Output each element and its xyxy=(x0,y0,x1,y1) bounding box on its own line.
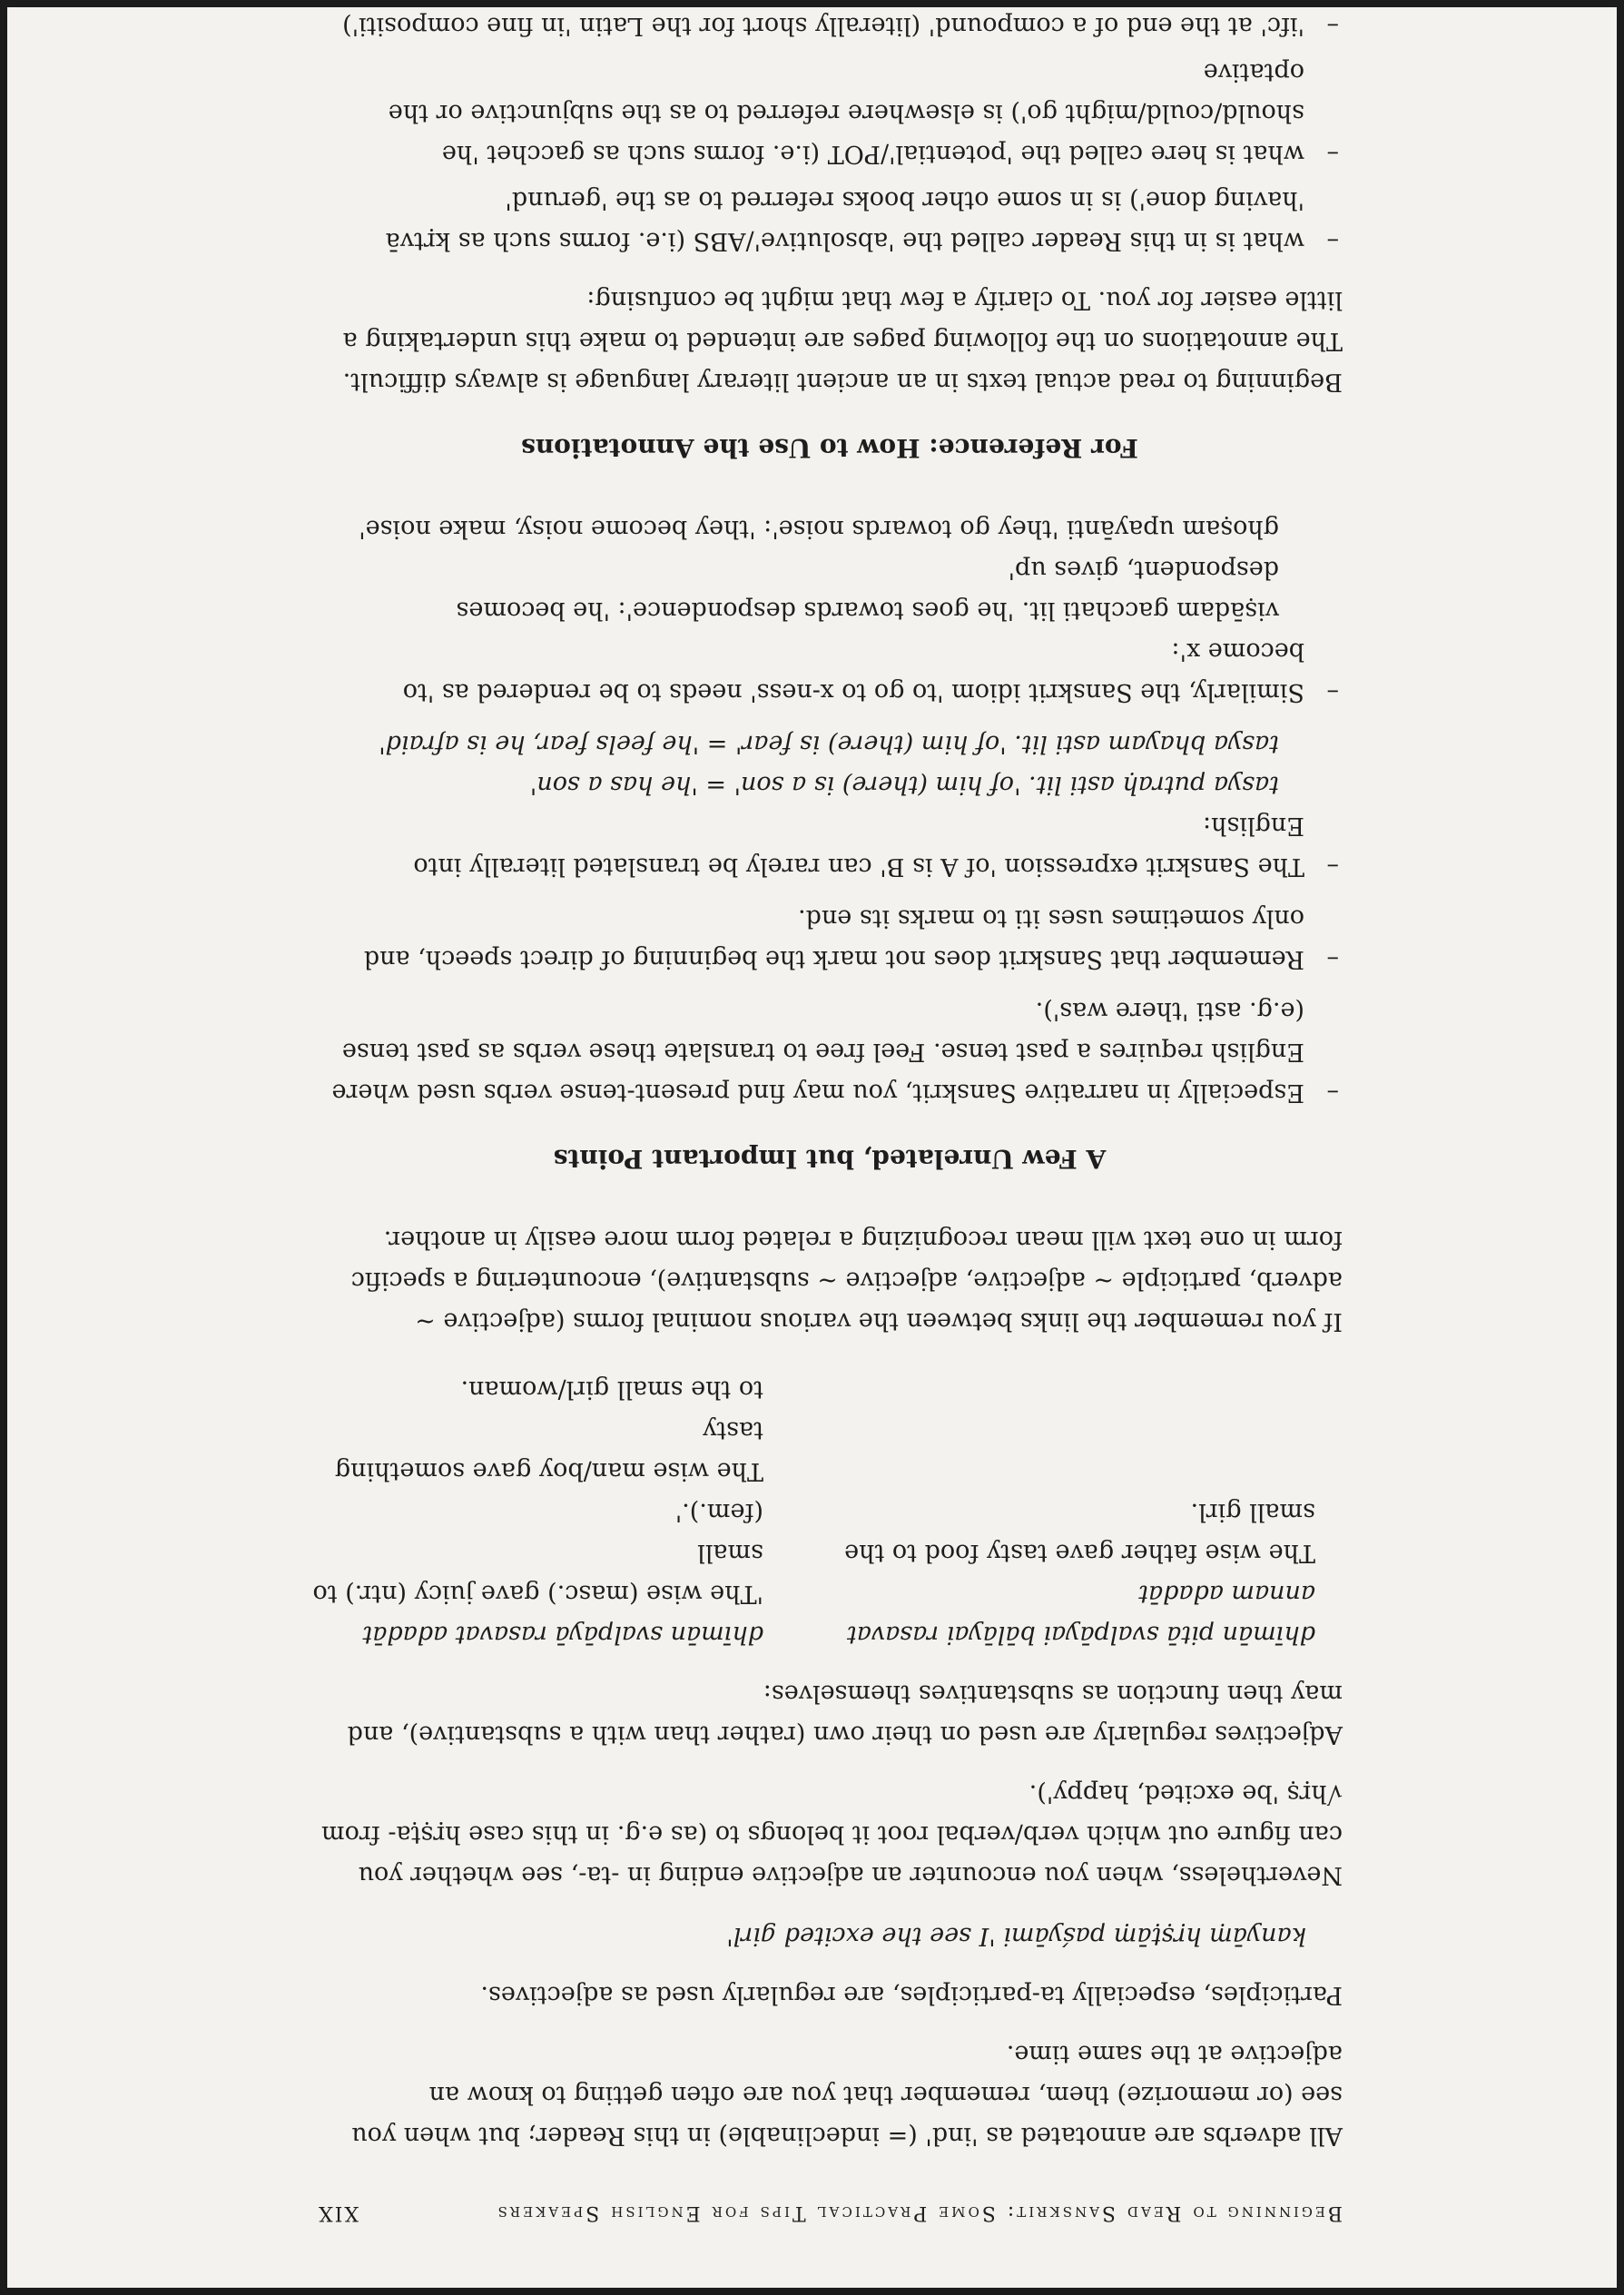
section-heading-unrelated-points: A Few Unrelated, but Important Points xyxy=(553,1144,1107,1174)
reference-paragraph: Beginning to read actual texts in an ancient literary language is always difficult. The annotations on the following pages are intended to make this undertaking a little easier for you. To clarify a few that might be confusing: xyxy=(342,286,1343,396)
ta-ending-paragraph: Nevertheless, when you encounter an adjective ending in -ta-, see whether you can figure out which verb/verbal root it belongs to (as e.g. in this case hṛṣṭa- from √hṛṣ 'be excited, happy'). xyxy=(321,1779,1343,1889)
list-item-example: ghoṣam upayānti 'they go towards noise': 'they become noisy, make noise' xyxy=(359,515,1279,543)
participles-paragraph: Participles, especially ta-participles, are regularly used as adjectives. xyxy=(480,1981,1343,2009)
list-item xyxy=(317,990,1343,1113)
example-right-line: to the small girl/woman. xyxy=(460,1375,763,1404)
annotation-notes-list xyxy=(317,7,1343,261)
list-item-text: what is here called the 'potential'/POT (i.e. forms such as gacchet 'he should/could/might go') is elsewhere referred to as the subjunctive or the optative xyxy=(388,58,1304,168)
example-left-line: small girl. xyxy=(1190,1498,1315,1526)
running-head-title: Beginning to Read Sanskrit: Some Practical Tips for English Speakers xyxy=(495,2201,1343,2224)
list-item-example: viṣādam gacchati lit. 'he goes towards despondence': 'he becomes despondent, gives up' xyxy=(456,556,1279,625)
example-sentences-table xyxy=(312,1369,1315,1655)
list-item-text: Remember that Sanskrit does not mark the beginning of direct speech, and only sometimes uses iti to marks its end. xyxy=(363,904,1304,973)
example-left-line: The wise father gave tasty food to the xyxy=(844,1539,1315,1567)
list-item xyxy=(317,508,1343,713)
list-item-text: – The Sanskrit expression 'of A is B' can rarely be translated literally into English: xyxy=(413,812,1304,881)
list-item-example: tasya bhayam asti lit. 'of him (there) is fear' = 'he feels fear, he is afraid' xyxy=(379,730,1279,758)
example-left-line: annam adadāt xyxy=(1138,1580,1315,1608)
example-right-column xyxy=(291,1369,763,1655)
list-item xyxy=(317,180,1343,261)
page-number: XIX xyxy=(317,2201,359,2224)
list-item xyxy=(317,724,1343,887)
adjectives-substantive-paragraph: Adjectives regularly are used on their own (rather than with a substantive), and may then function as substantives themselves: xyxy=(347,1679,1343,1748)
nominal-forms-paragraph: If you remember the links between the various nominal forms (adjective ~ adverb, participle ~ adjective, adjective ~ substantive), encountering a specific form in one text will mean recognizing a related form more easily in another. xyxy=(350,1226,1343,1335)
list-item-text: what is in this Reader called the 'absolutive'/ABS (i.e. forms such as kṛtvā 'having done') is in some other books referred to as the 'gerund' xyxy=(385,186,1304,255)
example-right-line: The wise man/boy gave something tasty xyxy=(334,1416,763,1485)
unrelated-points-list xyxy=(317,508,1343,1113)
list-item xyxy=(317,52,1343,174)
example-left-column xyxy=(807,1369,1315,1655)
list-item xyxy=(317,7,1343,46)
participle-example: kanyāṃ hṛṣṭāṃ paśyāmi 'I see the excited girl' xyxy=(726,1922,1306,1950)
list-item-text: Especially in narrative Sanskrit, you may find present-tense verbs used where English requires a past tense. Feel free to translate these verbs as past tense (e.g. asti 'there was'). xyxy=(331,997,1304,1107)
example-right-line: 'The wise (masc.) gave juicy (ntr.) to small xyxy=(312,1539,763,1608)
list-item-example: tasya putraḥ asti lit. 'of him (there) is a son' = 'he has a son' xyxy=(529,771,1279,799)
book-page xyxy=(7,7,1617,2288)
section-heading-reference: For Reference: How to Use the Annotations xyxy=(521,433,1138,463)
rotated-page-content xyxy=(7,7,1617,2288)
example-right-line: (fem.).' xyxy=(674,1498,763,1526)
example-right-line: dhīmān svalpāyā rasavat adadāt xyxy=(362,1620,763,1649)
list-item-text: – Similarly, the Sanskrit idiom 'to go to x-ness' needs to be rendered as 'to become x': xyxy=(402,637,1304,706)
running-head xyxy=(317,2192,1343,2233)
list-item-text: 'ifc' at the end of a compound' (literally short for the Latin 'in fine compositi') xyxy=(342,12,1304,40)
list-item xyxy=(317,898,1343,980)
adverbs-paragraph: All adverbs are annotated as 'ind' (= indeclinable) in this Reader; but when you see (or memorize) them, remember that you are often getting to know an adjective at the same time. xyxy=(351,2040,1343,2150)
page-body xyxy=(312,7,1343,2233)
example-left-line: dhīmān pitā svalpāyai bālāyai rasavat xyxy=(846,1620,1315,1649)
